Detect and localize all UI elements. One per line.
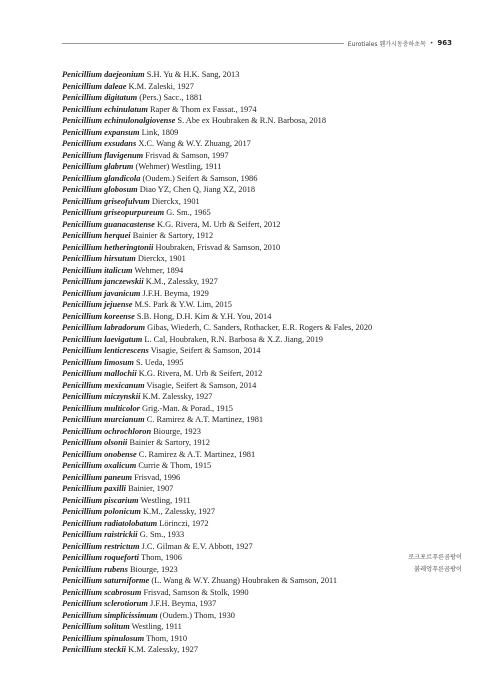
species-entry [62, 437, 462, 449]
species-authority: Thom, 1910 [146, 633, 188, 643]
species-name: Penicillium labradorum [62, 323, 146, 332]
species-entry [62, 495, 462, 507]
species-entry [62, 207, 462, 219]
species-entry [62, 472, 462, 484]
species-name: Penicillium murcianum [62, 415, 145, 424]
species-name: Penicillium mexicanum [62, 380, 145, 390]
species-authority: (Wehmer) Westling, 1911 [135, 162, 222, 171]
species-name: Penicillium rubens [62, 564, 128, 574]
species-name: Penicillium javanicum [62, 288, 141, 298]
species-name: Penicillium scabrosum [62, 587, 142, 597]
species-entry [62, 403, 462, 415]
species-name: Penicillium daejeonium [62, 70, 145, 79]
species-authority: Dierckx, 1901 [151, 196, 200, 206]
species-authority: K.M., Zalessky, 1927 [145, 277, 218, 286]
species-authority: Bainier & Sartory, 1912 [129, 438, 210, 447]
species-authority: S.B. Hong, D.H. Kim & Y.H. You, 2014 [136, 311, 272, 321]
species-entry [62, 150, 462, 162]
korean-common-name: 로크포르푸른곰팡이 [408, 554, 462, 561]
species-entry [62, 276, 462, 288]
species-entry [62, 230, 462, 242]
species-authority: C. Ramirez & A.T. Martinez, 1981 [146, 415, 264, 424]
species-entry [62, 219, 462, 231]
species-entry [62, 138, 462, 150]
species-entry [62, 288, 462, 300]
species-authority: K.G. Rivera, M. Urb & Seifert, 2012 [138, 369, 263, 378]
species-name: Penicillium restrictum [62, 541, 140, 551]
species-name: Penicillium saturniforme [62, 576, 150, 585]
species-authority: Lörinczi, 1972 [159, 518, 209, 528]
species-entry [62, 69, 462, 81]
species-name: Penicillium sclerotiorum [62, 599, 148, 608]
species-entry [62, 184, 462, 196]
species-entry [62, 633, 462, 645]
species-authority: Bainier, 1907 [128, 484, 174, 493]
species-name: Penicillium jejuense [62, 300, 133, 309]
species-name: Penicillium hetheringtonii [62, 242, 154, 252]
species-authority: Biourge, 1923 [129, 564, 178, 574]
species-name: Penicillium paneum [62, 472, 133, 482]
species-entry [62, 529, 462, 541]
species-authority: K.M. Zalessky, 1927 [128, 645, 199, 654]
species-authority: Frisvad, Samson & Stolk, 1990 [143, 587, 249, 597]
species-authority: Thom, 1906 [140, 553, 182, 562]
species-name: Penicillium glandicola [62, 173, 141, 183]
species-name: Penicillium paxilli [62, 484, 126, 493]
species-name: Penicillium laevigatum [62, 334, 143, 344]
species-name: Penicillium simplicissimum [62, 610, 158, 620]
species-authority: Bainier & Sartory, 1912 [132, 231, 214, 240]
species-authority: Houbraken, Frisvad & Samson, 2010 [155, 242, 281, 252]
species-entry [62, 610, 462, 622]
species-name: Penicillium glabrum [62, 162, 134, 171]
species-authority: Dierckx, 1901 [137, 254, 186, 263]
species-authority: Grig.-Man. & Porad., 1915 [142, 403, 233, 413]
species-entry [62, 81, 462, 93]
species-name: Penicillium hirsutum [62, 254, 136, 263]
species-entry [62, 598, 462, 610]
species-name: Penicillium griseopurpureum [62, 208, 165, 217]
species-authority: (Oudem.) Thom, 1930 [159, 610, 235, 620]
species-name: Penicillium raistrickii [62, 530, 138, 539]
species-authority: (L. Wang & W.Y. Zhuang) Houbraken & Samson, 2011 [151, 576, 338, 585]
species-authority: Westling, 1911 [140, 495, 191, 505]
species-entry [62, 345, 462, 357]
species-authority: K.M. Zalessky, 1927 [142, 392, 213, 401]
species-authority: J.F.H. Beyma, 1937 [149, 599, 217, 608]
species-authority: K.M., Zalessky, 1927 [142, 507, 216, 516]
species-entry [62, 391, 462, 403]
species-entry [62, 104, 462, 116]
species-authority: Raper & Thom ex Fassat., 1974 [149, 104, 257, 114]
species-name: Penicillium herquei [62, 231, 131, 240]
species-name: Penicillium mallochii [62, 369, 137, 378]
species-entry [62, 196, 462, 208]
korean-common-name: 붉레엉푸른곰팡이 [414, 565, 462, 573]
species-entry [62, 449, 462, 461]
species-name: Penicillium onobense [62, 449, 137, 459]
species-name: Penicillium flavigenum [62, 150, 144, 160]
species-entry [62, 380, 462, 392]
species-entry [62, 575, 462, 587]
species-entry [62, 127, 462, 139]
species-name: Penicillium solitum [62, 622, 130, 631]
species-authority: J.F.H. Beyma, 1929 [142, 288, 209, 298]
species-authority: Westling, 1911 [131, 622, 182, 631]
species-entry [62, 564, 462, 576]
species-name: Penicillium globosum [62, 185, 138, 194]
species-entry [62, 414, 462, 426]
species-authority: S. Abe ex Houbraken & R.N. Barbosa, 2018 [177, 116, 327, 125]
species-entry [62, 311, 462, 323]
section-title: Eurotiales 휀가시동충하초목 [347, 40, 426, 48]
species-name: Penicillium koreense [62, 311, 135, 321]
running-head [62, 36, 452, 50]
species-name: Penicillium olsonii [62, 438, 128, 447]
species-name: Penicillium roqueforti [62, 553, 140, 562]
species-authority: K.G. Rivera, M. Urb & Seifert, 2012 [156, 219, 281, 229]
species-list [62, 69, 462, 656]
species-name: Penicillium radiatolobatum [62, 518, 158, 528]
species-entry [62, 587, 462, 599]
species-entry [62, 541, 462, 553]
header-rule [62, 43, 344, 44]
species-authority: L. Cal, Houbraken, R.N. Barbosa & X.Z. Jiang, 2019 [144, 334, 323, 344]
species-authority: Frisvad & Samson, 1997 [145, 150, 229, 160]
species-name: Penicillium exsudans [62, 139, 137, 148]
species-entry [62, 483, 462, 495]
species-name: Penicillium guanacastense [62, 219, 155, 229]
species-name: Penicillium expansum [62, 127, 140, 137]
species-entry [62, 173, 462, 185]
species-name: Penicillium digitatum [62, 93, 138, 102]
species-name: Penicillium steckii [62, 645, 126, 654]
species-name: Penicillium polonicum [62, 507, 141, 516]
species-authority: Currie & Thom, 1915 [138, 461, 212, 470]
species-entry [62, 552, 462, 564]
species-authority: (Oudem.) Seifert & Samson, 1986 [142, 173, 258, 183]
species-name: Penicillium lenticrescens [62, 346, 149, 355]
species-entry [62, 242, 462, 254]
species-authority: G. Sm., 1965 [166, 208, 211, 217]
species-authority: (Pers.) Sacc., 1881 [139, 93, 203, 102]
species-name: Penicillium ochrochloron [62, 426, 152, 436]
species-entry [62, 357, 462, 369]
species-authority: Gibas, Wiederh, C. Sanders, Rothacker, E.R. Rogers & Fales, 2020 [147, 323, 373, 332]
species-authority: C. Ramirez & A.T. Martinez, 1981 [138, 449, 256, 459]
species-name: Penicillium griseofulvum [62, 196, 150, 206]
species-name: Penicillium janczewskii [62, 277, 144, 286]
species-authority: X.C. Wang & W.Y. Zhuang, 2017 [138, 139, 251, 148]
species-authority: Wehmer, 1894 [134, 265, 184, 275]
species-authority: Link, 1809 [141, 127, 179, 137]
species-authority: J.C. Gilman & E.V. Abbott, 1927 [141, 541, 253, 551]
species-entry [62, 426, 462, 438]
species-authority: K.M. Zaleski, 1927 [128, 81, 194, 91]
species-entry [62, 299, 462, 311]
species-authority: Frisvad, 1996 [134, 472, 181, 482]
species-entry [62, 506, 462, 518]
species-authority: S. Ueda, 1995 [136, 357, 184, 367]
species-name: Penicillium limosum [62, 357, 134, 367]
species-authority: Diao YZ, Chen Q, Jiang XZ, 2018 [139, 185, 256, 194]
species-name: Penicillium oxalicum [62, 461, 137, 470]
species-name: Penicillium daleae [62, 81, 127, 91]
species-name: Penicillium multicolor [62, 403, 140, 413]
species-entry [62, 621, 462, 633]
species-entry [62, 322, 462, 334]
species-entry [62, 334, 462, 346]
species-name: Penicillium miczynskii [62, 392, 141, 401]
species-entry [62, 368, 462, 380]
species-entry [62, 161, 462, 173]
header-separator: • [429, 39, 434, 47]
species-entry [62, 92, 462, 104]
page-number: 963 [437, 39, 452, 47]
species-entry [62, 644, 462, 656]
species-name: Penicillium echinulonalgiovense [62, 116, 176, 125]
species-name: Penicillium piscarium [62, 495, 139, 505]
species-authority: G. Sm., 1933 [139, 530, 185, 539]
species-name: Penicillium italicum [62, 265, 133, 275]
species-authority: S.H. Yu & H.K. Sang, 2013 [146, 70, 240, 79]
species-name: Penicillium echinulatum [62, 104, 148, 114]
species-authority: Visagie, Seifert & Samson, 2014 [150, 346, 261, 355]
species-name: Penicillium spinulosum [62, 633, 145, 643]
species-authority: M.S. Park & Y.W. Lim, 2015 [134, 300, 232, 309]
species-authority: Biourge, 1923 [153, 426, 201, 436]
species-entry [62, 460, 462, 472]
species-entry [62, 265, 462, 277]
species-authority: Visagie, Seifert & Samson, 2014 [146, 380, 257, 390]
species-entry [62, 253, 462, 265]
species-entry [62, 115, 462, 127]
species-entry [62, 518, 462, 530]
